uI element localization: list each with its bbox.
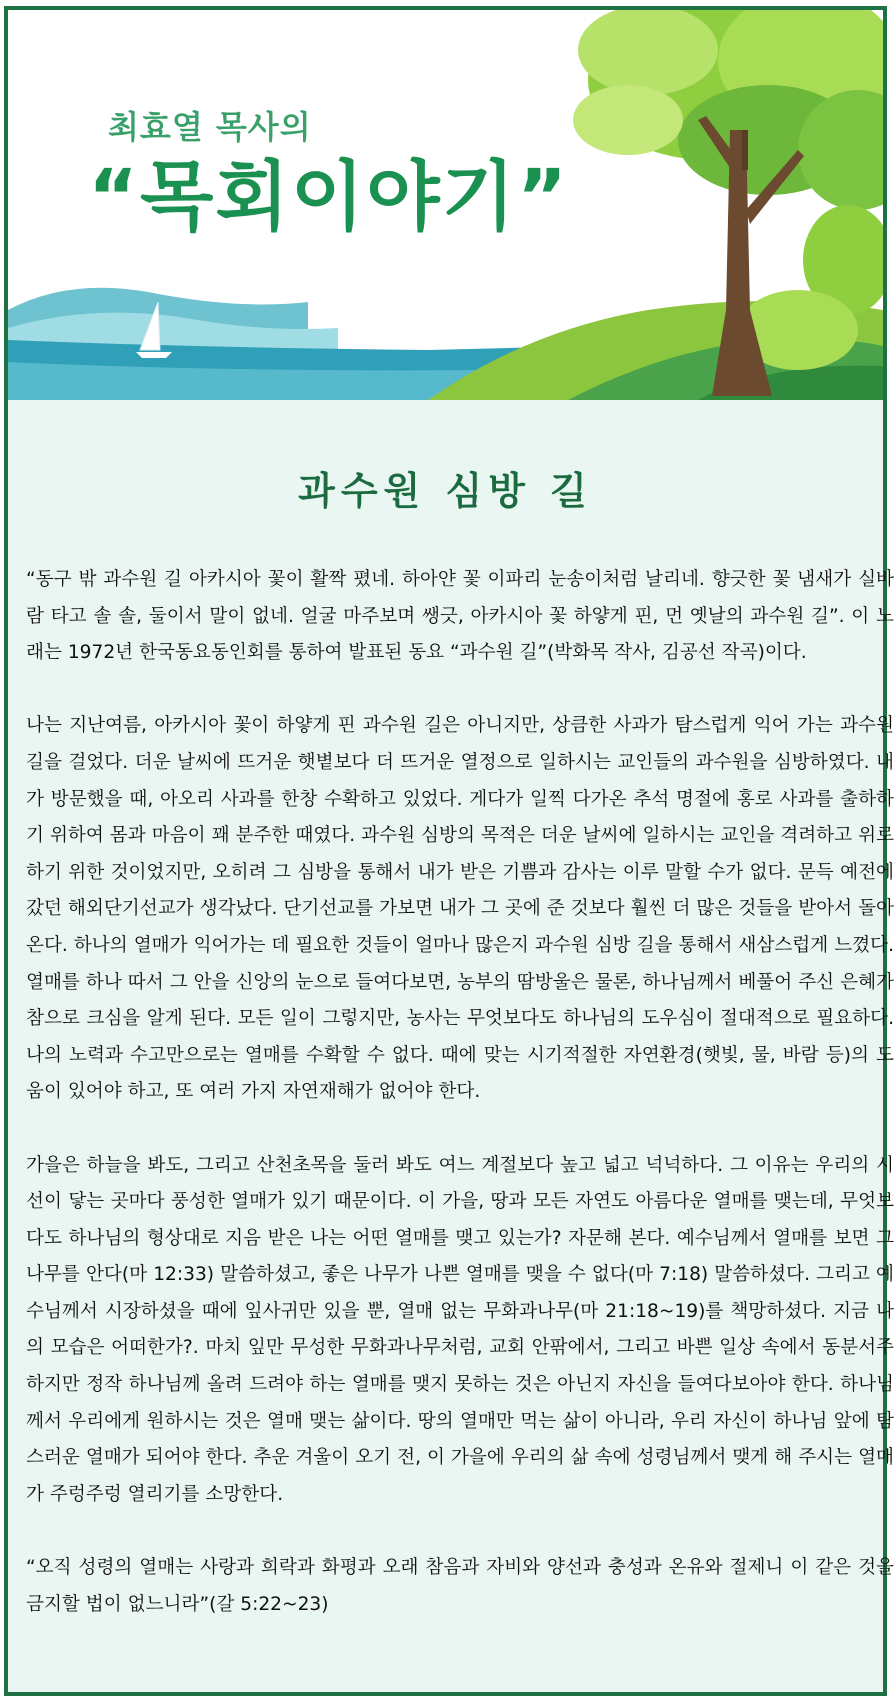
article-title: 과수원 심방 길 xyxy=(298,469,593,513)
banner-subtitle: 최효열 목사의 xyxy=(108,108,312,146)
banner-title: “목회이야기” xyxy=(88,152,569,241)
paragraph-1: “동구 밖 과수원 길 아카시아 꽃이 활짝 폈네. 하아얀 꽃 이파리 눈송이처럼 날리네. 향긋한 꽃 냄새가 실바람 타고 솔 솔, 둘이서 말이 없네. 얼굴 마주보며 쌩긋, 아카시아 꽃 하얗게 핀, 먼 옛날의 과수원 길”. 이 노래는 1972년 한국동요동인회를 통하여 발표된 동요 “과수원 길”(박화목 작사, 김공선 작곡)이다. xyxy=(26,569,894,664)
paragraph-3: 가을은 하늘을 봐도, 그리고 산천초목을 둘러 봐도 여느 계절보다 높고 넓고 넉넉하다. 그 이유는 우리의 시선이 닿는 곳마다 풍성한 열매가 있기 때문이다. 이 가을, 땅과 모든 자연도 아름다운 열매를 맺는데, 무엇보다도 하나님의 형상대로 지음 받은 나는 어떤 열매를 맺고 있는가? 자문해 본다. 예수님께서 열매를 보면 그 나무를 안다(마 12:33) 말씀하셨고, 좋은 나무가 나쁜 열매를 맺을 수 없다(마 7:18) 말씀하셨다. 그리고 예수님께서 시장하셨을 때에 잎사귀만 있을 뿐, 열매 없는 무화과나무(마 21:18~19)를 책망하셨다. 지금 나의 모습은 어떠한가?. 마치 잎만 무성한 무화과나무처럼, 교회 안팎에서, 그리고 바쁜 일상 속에서 동분서주하지만 정작 하나님께 올려 드려야 하는 열매를 맺지 못하는 것은 아닌지 자신을 들여다보아야 한다. 하나님께서 우리에게 원하시는 것은 열매 맺는 삶이다. 땅의 열매만 먹는 삶이 아니라, 우리 자신이 하나님 앞에 탐스러운 열매가 되어야 한다. 추운 겨울이 오기 전, 이 가을에 우리의 삶 속에 성령님께서 맺게 해 주시는 열매가 주렁주렁 열리기를 소망한다. xyxy=(26,1154,894,1505)
article-body xyxy=(26,562,894,1623)
article-frame xyxy=(4,6,894,1696)
paragraph-2: 나는 지난여름, 아카시아 꽃이 하얗게 핀 과수원 길은 아니지만, 상큼한 사과가 탐스럽게 익어 가는 과수원 길을 걸었다. 더운 날씨에 뜨거운 햇볕보다 더 뜨거운 열정으로 일하시는 교인들의 과수원을 심방하였다. 내가 방문했을 때, 아오리 사과를 한창 수확하고 있었다. 게다가 일찍 다가온 추석 명절에 홍로 사과를 출하하기 위하여 몸과 마음이 꽤 분주한 때였다. 과수원 심방의 목적은 더운 날씨에 일하시는 교인을 격려하고 위로하기 위한 것이었지만, 오히려 그 심방을 통해서 내가 받은 기쁨과 감사는 이루 말할 수가 없다. 문득 예전에 갔던 해외단기선교가 생각났다. 단기선교를 가보면 내가 그 곳에 준 것보다 훨씬 더 많은 것들을 받아서 돌아온다. 하나의 열매가 익어가는 데 필요한 것들이 얼마나 많은지 과수원 심방 길을 통해서 새삼스럽게 느꼈다. 열매를 하나 따서 그 안을 신앙의 눈으로 들여다보면, 농부의 땀방울은 물론, 하나님께서 베풀어 주신 은혜가 참으로 크심을 알게 된다. 모든 일이 그렇지만, 농사는 무엇보다도 하나님의 도우심이 절대적으로 필요하다. 나의 노력과 수고만으로는 열매를 수확할 수 없다. 때에 맞는 시기적절한 자연환경(햇빛, 물, 바람 등)의 도움이 있어야 하고, 또 여러 가지 자연재해가 없어야 한다. xyxy=(26,715,894,1103)
scripture-quote: “오직 성령의 열매는 사랑과 희락과 화평과 오래 참음과 자비와 양선과 충성과 온유와 절제니 이 같은 것을 금지할 법이 없느니라”(갈 5:22~23) xyxy=(26,1557,894,1615)
header-banner xyxy=(8,10,883,400)
